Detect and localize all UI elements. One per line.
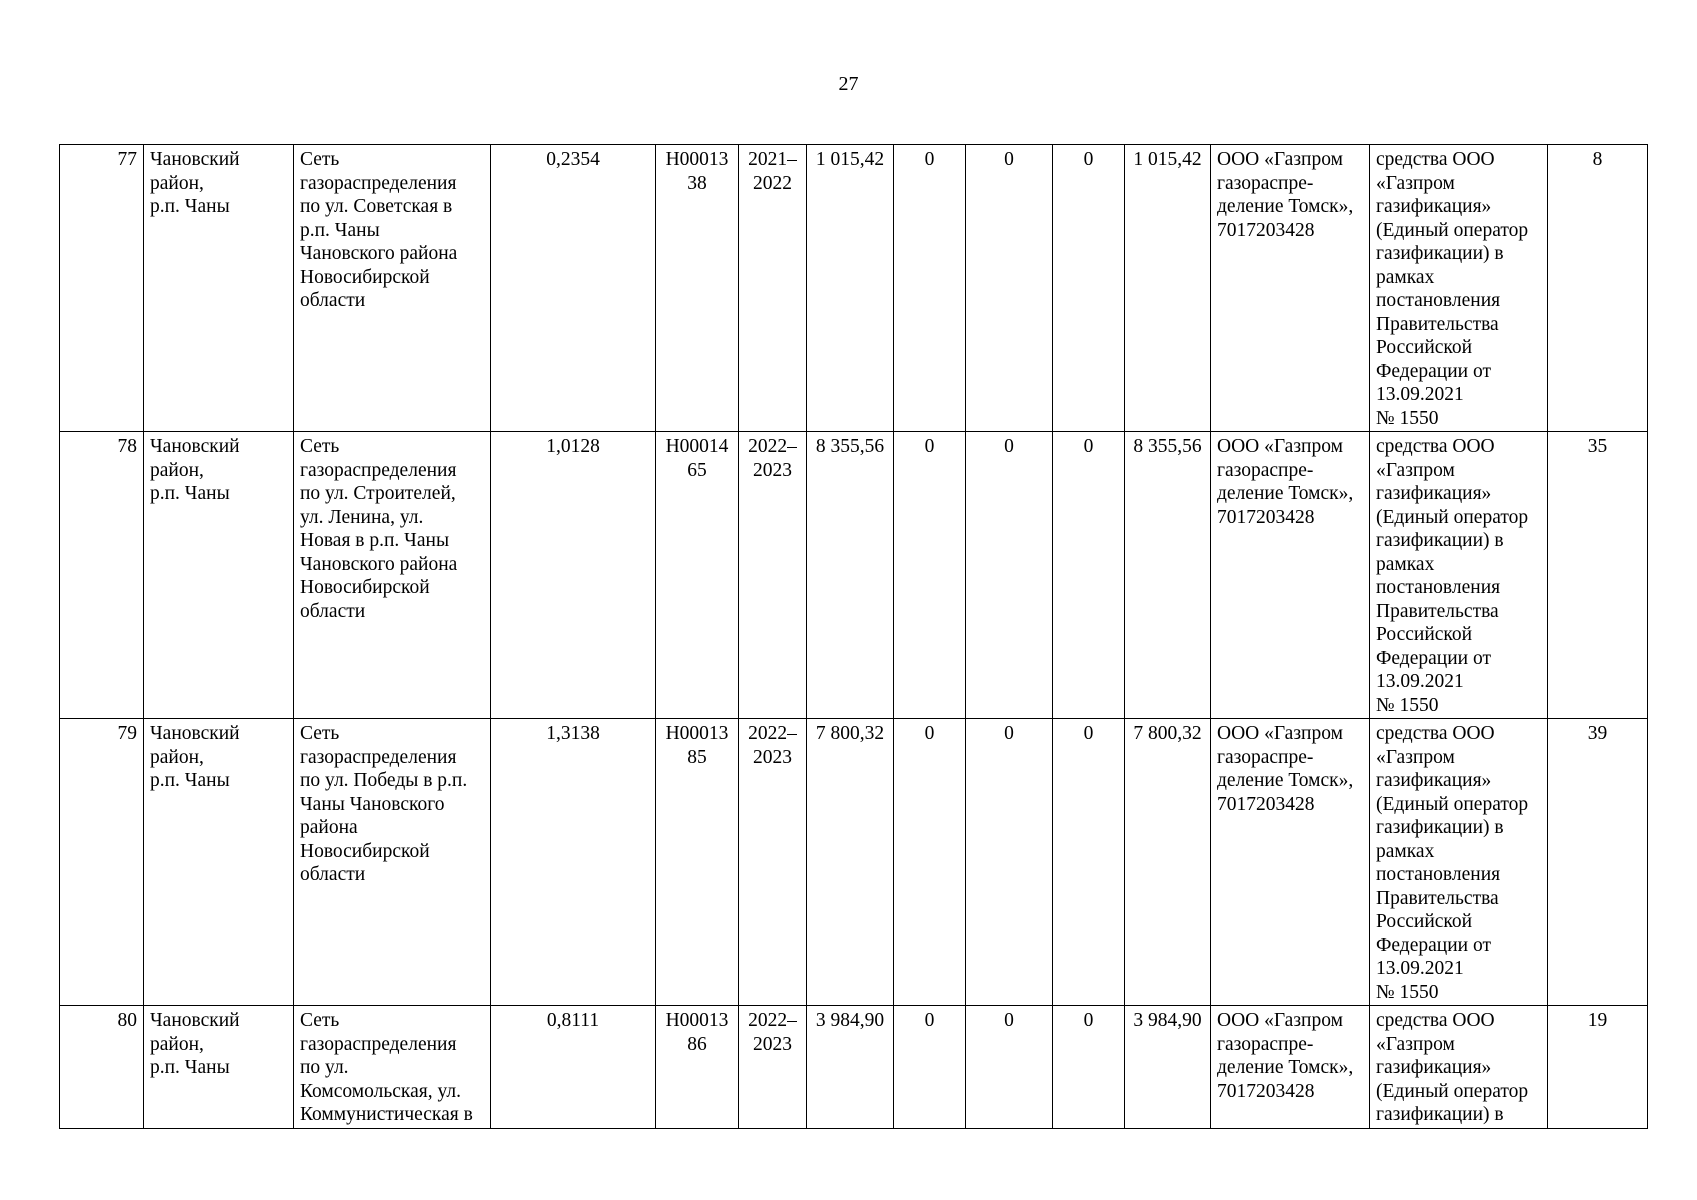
amount-cell-1: 0 (894, 432, 966, 719)
amount-cell-4: 1 015,42 (1125, 145, 1211, 432)
years-cell: 2022– 2023 (739, 719, 807, 1006)
amount-cell-1: 0 (894, 145, 966, 432)
amount-cell-3: 0 (1053, 432, 1125, 719)
table-body (60, 145, 1648, 1129)
operator-cell: ООО «Газпром газораспре- деление Томск», 7017203428 (1211, 432, 1370, 719)
count-cell: 39 (1548, 719, 1648, 1006)
row-number: 80 (60, 1006, 144, 1129)
location-cell: Чановский район, р.п. Чаны (144, 145, 294, 432)
amount-cell-3: 0 (1053, 719, 1125, 1006)
amount-cell-3: 0 (1053, 145, 1125, 432)
total-cell: 8 355,56 (807, 432, 894, 719)
years-cell: 2021– 2022 (739, 145, 807, 432)
funding-source-cell: средства ООО «Газпром газификация» (Единый оператор газификации) в рамках постановления Правительства Российской Федерации от 13.09.2021 № 1550 (1370, 432, 1548, 719)
count-cell: 19 (1548, 1006, 1648, 1129)
amount-cell-4: 8 355,56 (1125, 432, 1211, 719)
amount-cell-2: 0 (966, 719, 1053, 1006)
gasification-table (59, 144, 1648, 1129)
amount-cell-4: 7 800,32 (1125, 719, 1211, 1006)
row-number: 77 (60, 145, 144, 432)
code-cell: Н00013 38 (656, 145, 739, 432)
location-cell: Чановский район, р.п. Чаны (144, 432, 294, 719)
object-cell: Сеть газораспределения по ул. Комсомольская, ул. Коммунистическая в (294, 1006, 491, 1129)
count-cell: 35 (1548, 432, 1648, 719)
total-cell: 7 800,32 (807, 719, 894, 1006)
code-cell: Н00014 65 (656, 432, 739, 719)
total-cell: 1 015,42 (807, 145, 894, 432)
amount-cell-2: 0 (966, 1006, 1053, 1129)
amount-cell-1: 0 (894, 719, 966, 1006)
row-number: 79 (60, 719, 144, 1006)
table-row (60, 719, 1648, 1006)
years-cell: 2022– 2023 (739, 432, 807, 719)
amount-cell-3: 0 (1053, 1006, 1125, 1129)
amount-cell-1: 0 (894, 1006, 966, 1129)
amount-cell-4: 3 984,90 (1125, 1006, 1211, 1129)
table-row (60, 145, 1648, 432)
length-cell: 1,3138 (491, 719, 656, 1006)
table-row (60, 1006, 1648, 1129)
count-cell: 8 (1548, 145, 1648, 432)
object-cell: Сеть газораспределения по ул. Строителей, ул. Ленина, ул. Новая в р.п. Чаны Чановского района Новосибирской области (294, 432, 491, 719)
years-cell: 2022– 2023 (739, 1006, 807, 1129)
operator-cell: ООО «Газпром газораспре- деление Томск», 7017203428 (1211, 1006, 1370, 1129)
operator-cell: ООО «Газпром газораспре- деление Томск», 7017203428 (1211, 145, 1370, 432)
location-cell: Чановский район, р.п. Чаны (144, 719, 294, 1006)
code-cell: Н00013 86 (656, 1006, 739, 1129)
object-cell: Сеть газораспределения по ул. Победы в р.п. Чаны Чановского района Новосибирской области (294, 719, 491, 1006)
funding-source-cell: средства ООО «Газпром газификация» (Единый оператор газификации) в (1370, 1006, 1548, 1129)
operator-cell: ООО «Газпром газораспре- деление Томск», 7017203428 (1211, 719, 1370, 1006)
length-cell: 1,0128 (491, 432, 656, 719)
row-number: 78 (60, 432, 144, 719)
funding-source-cell: средства ООО «Газпром газификация» (Единый оператор газификации) в рамках постановления Правительства Российской Федерации от 13.09.2021 № 1550 (1370, 719, 1548, 1006)
amount-cell-2: 0 (966, 145, 1053, 432)
total-cell: 3 984,90 (807, 1006, 894, 1129)
page-number: 27 (838, 73, 859, 95)
location-cell: Чановский район, р.п. Чаны (144, 1006, 294, 1129)
amount-cell-2: 0 (966, 432, 1053, 719)
table-row (60, 432, 1648, 719)
code-cell: Н00013 85 (656, 719, 739, 1006)
funding-source-cell: средства ООО «Газпром газификация» (Единый оператор газификации) в рамках постановления Правительства Российской Федерации от 13.09.2021 № 1550 (1370, 145, 1548, 432)
object-cell: Сеть газораспределения по ул. Советская в р.п. Чаны Чановского района Новосибирской области (294, 145, 491, 432)
length-cell: 0,2354 (491, 145, 656, 432)
length-cell: 0,8111 (491, 1006, 656, 1129)
